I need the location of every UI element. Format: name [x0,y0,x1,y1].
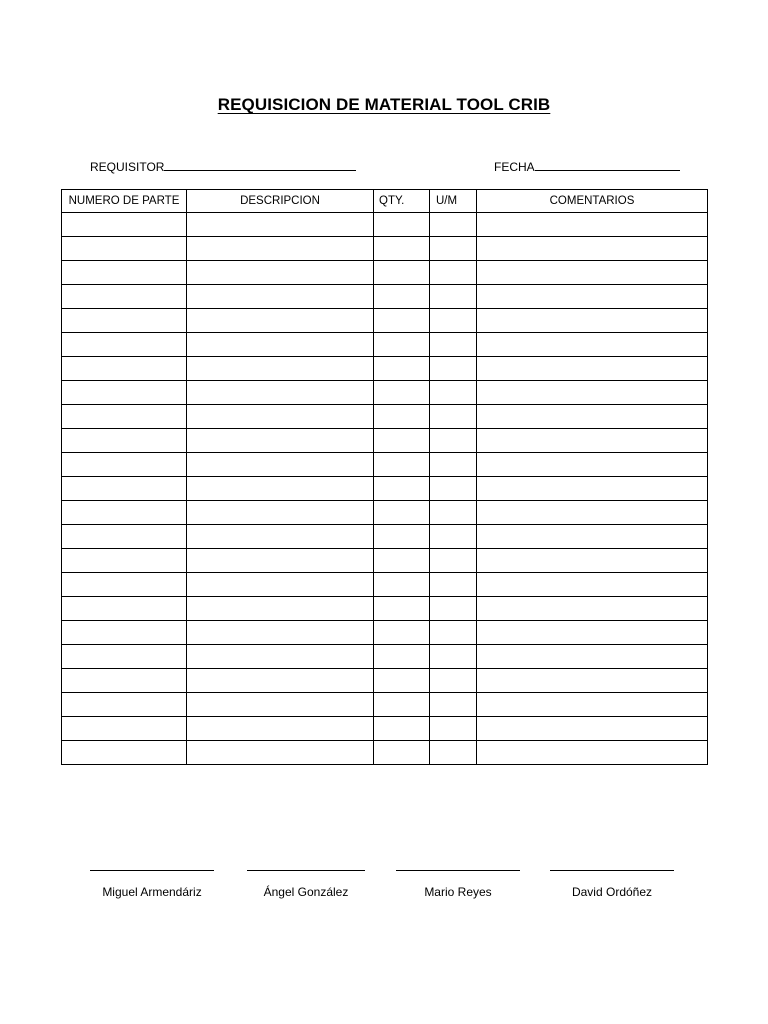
cell-numero-de-parte[interactable] [62,285,187,309]
cell-descripcion[interactable] [187,333,374,357]
cell-descripcion[interactable] [187,549,374,573]
cell-numero-de-parte[interactable] [62,213,187,237]
fecha-field [494,160,680,174]
cell-comentarios[interactable] [477,597,708,621]
table-row [62,597,708,621]
cell-comentarios[interactable] [477,573,708,597]
table-row [62,309,708,333]
cell-um[interactable] [430,261,477,285]
document-title: REQUISICION DE MATERIAL TOOL CRIB [217,95,551,114]
cell-um[interactable] [430,477,477,501]
signature-line [90,858,214,871]
cell-qty[interactable] [374,645,430,669]
signature-section [0,858,768,908]
table-row [62,237,708,261]
cell-um[interactable] [430,717,477,741]
cell-comentarios[interactable] [477,333,708,357]
cell-numero-de-parte[interactable] [62,525,187,549]
cell-numero-de-parte[interactable] [62,357,187,381]
cell-descripcion[interactable] [187,525,374,549]
table-row [62,261,708,285]
cell-um[interactable] [430,237,477,261]
signature-block [550,858,674,899]
cell-qty[interactable] [374,621,430,645]
cell-comentarios[interactable] [477,309,708,333]
cell-descripcion[interactable] [187,285,374,309]
cell-descripcion[interactable] [187,213,374,237]
cell-qty[interactable] [374,741,430,765]
cell-comentarios[interactable] [477,213,708,237]
cell-qty[interactable] [374,357,430,381]
cell-descripcion[interactable] [187,477,374,501]
cell-qty[interactable] [374,549,430,573]
cell-numero-de-parte[interactable] [62,429,187,453]
header-um: U/M [430,190,477,213]
cell-numero-de-parte[interactable] [62,621,187,645]
table-body [62,213,708,765]
cell-um[interactable] [430,621,477,645]
cell-um[interactable] [430,309,477,333]
cell-comentarios[interactable] [477,549,708,573]
cell-descripcion[interactable] [187,597,374,621]
cell-descripcion[interactable] [187,405,374,429]
table-row [62,429,708,453]
signatory-name: Ángel González [263,885,349,899]
cell-comentarios[interactable] [477,237,708,261]
cell-um[interactable] [430,741,477,765]
cell-numero-de-parte[interactable] [62,261,187,285]
table-row [62,693,708,717]
signature-line [247,858,365,871]
signatory-name: Miguel Armendáriz [102,885,202,899]
cell-descripcion[interactable] [187,309,374,333]
cell-comentarios[interactable] [477,693,708,717]
cell-descripcion[interactable] [187,669,374,693]
signature-line [550,858,674,871]
cell-comentarios[interactable] [477,741,708,765]
cell-comentarios[interactable] [477,669,708,693]
cell-comentarios[interactable] [477,381,708,405]
fecha-blank-line [535,160,680,171]
cell-um[interactable] [430,549,477,573]
signatory-name: Mario Reyes [424,885,492,899]
cell-comentarios[interactable] [477,429,708,453]
table-row [62,357,708,381]
table-row [62,477,708,501]
cell-comentarios[interactable] [477,453,708,477]
cell-qty[interactable] [374,237,430,261]
cell-qty[interactable] [374,381,430,405]
cell-numero-de-parte[interactable] [62,405,187,429]
cell-comentarios[interactable] [477,717,708,741]
cell-numero-de-parte[interactable] [62,573,187,597]
cell-qty[interactable] [374,501,430,525]
signature-block [90,858,214,899]
cell-comentarios[interactable] [477,405,708,429]
header-numero-de-parte: NUMERO DE PARTE [62,190,187,213]
cell-um[interactable] [430,453,477,477]
cell-qty[interactable] [374,573,430,597]
cell-descripcion[interactable] [187,381,374,405]
cell-comentarios[interactable] [477,261,708,285]
header-qty: QTY. [374,190,430,213]
fecha-label: FECHA [494,160,535,174]
cell-qty[interactable] [374,693,430,717]
cell-um[interactable] [430,333,477,357]
cell-descripcion[interactable] [187,453,374,477]
cell-numero-de-parte[interactable] [62,669,187,693]
cell-numero-de-parte[interactable] [62,597,187,621]
header-comentarios: COMENTARIOS [477,190,708,213]
cell-um[interactable] [430,597,477,621]
cell-qty[interactable] [374,333,430,357]
table-row [62,405,708,429]
cell-qty[interactable] [374,525,430,549]
table-row [62,525,708,549]
cell-qty[interactable] [374,597,430,621]
requisition-table [61,189,708,765]
cell-comentarios[interactable] [477,357,708,381]
cell-numero-de-parte[interactable] [62,645,187,669]
cell-numero-de-parte[interactable] [62,477,187,501]
cell-qty[interactable] [374,405,430,429]
cell-qty[interactable] [374,717,430,741]
table-row [62,213,708,237]
cell-descripcion[interactable] [187,429,374,453]
cell-descripcion[interactable] [187,357,374,381]
cell-descripcion[interactable] [187,501,374,525]
table-row [62,501,708,525]
table-row [62,285,708,309]
cell-um[interactable] [430,357,477,381]
requisitor-label: REQUISITOR [90,160,165,174]
table-row [62,549,708,573]
cell-numero-de-parte[interactable] [62,693,187,717]
requisitor-field [90,160,356,174]
cell-um[interactable] [430,285,477,309]
cell-um[interactable] [430,645,477,669]
cell-um[interactable] [430,381,477,405]
cell-comentarios[interactable] [477,285,708,309]
header-descripcion: DESCRIPCION [187,190,374,213]
cell-um[interactable] [430,693,477,717]
cell-descripcion[interactable] [187,573,374,597]
table-row [62,333,708,357]
table-row [62,717,708,741]
cell-descripcion[interactable] [187,237,374,261]
cell-numero-de-parte[interactable] [62,741,187,765]
cell-qty[interactable] [374,261,430,285]
signature-line [396,858,520,871]
cell-descripcion[interactable] [187,261,374,285]
cell-qty[interactable] [374,285,430,309]
cell-descripcion[interactable] [187,621,374,645]
cell-descripcion[interactable] [187,693,374,717]
cell-qty[interactable] [374,477,430,501]
signature-block [396,858,520,899]
table-row [62,621,708,645]
cell-numero-de-parte[interactable] [62,333,187,357]
cell-um[interactable] [430,525,477,549]
table-row [62,573,708,597]
cell-qty[interactable] [374,213,430,237]
cell-comentarios[interactable] [477,525,708,549]
table-row [62,453,708,477]
signatory-name: David Ordóñez [571,885,653,899]
cell-um[interactable] [430,501,477,525]
cell-numero-de-parte[interactable] [62,453,187,477]
cell-um[interactable] [430,405,477,429]
cell-numero-de-parte[interactable] [62,381,187,405]
cell-qty[interactable] [374,453,430,477]
cell-numero-de-parte[interactable] [62,549,187,573]
cell-um[interactable] [430,669,477,693]
cell-um[interactable] [430,429,477,453]
cell-descripcion[interactable] [187,717,374,741]
cell-comentarios[interactable] [477,645,708,669]
cell-comentarios[interactable] [477,477,708,501]
table-row [62,741,708,765]
cell-qty[interactable] [374,429,430,453]
cell-qty[interactable] [374,309,430,333]
cell-um[interactable] [430,573,477,597]
table-row [62,381,708,405]
cell-descripcion[interactable] [187,741,374,765]
cell-comentarios[interactable] [477,621,708,645]
cell-um[interactable] [430,213,477,237]
requisitor-blank-line [164,160,356,171]
cell-numero-de-parte[interactable] [62,717,187,741]
cell-numero-de-parte[interactable] [62,501,187,525]
signature-block [247,858,365,899]
table-row [62,645,708,669]
table-header-row [62,190,708,213]
cell-numero-de-parte[interactable] [62,237,187,261]
cell-comentarios[interactable] [477,501,708,525]
cell-qty[interactable] [374,669,430,693]
cell-numero-de-parte[interactable] [62,309,187,333]
cell-descripcion[interactable] [187,645,374,669]
table-row [62,669,708,693]
